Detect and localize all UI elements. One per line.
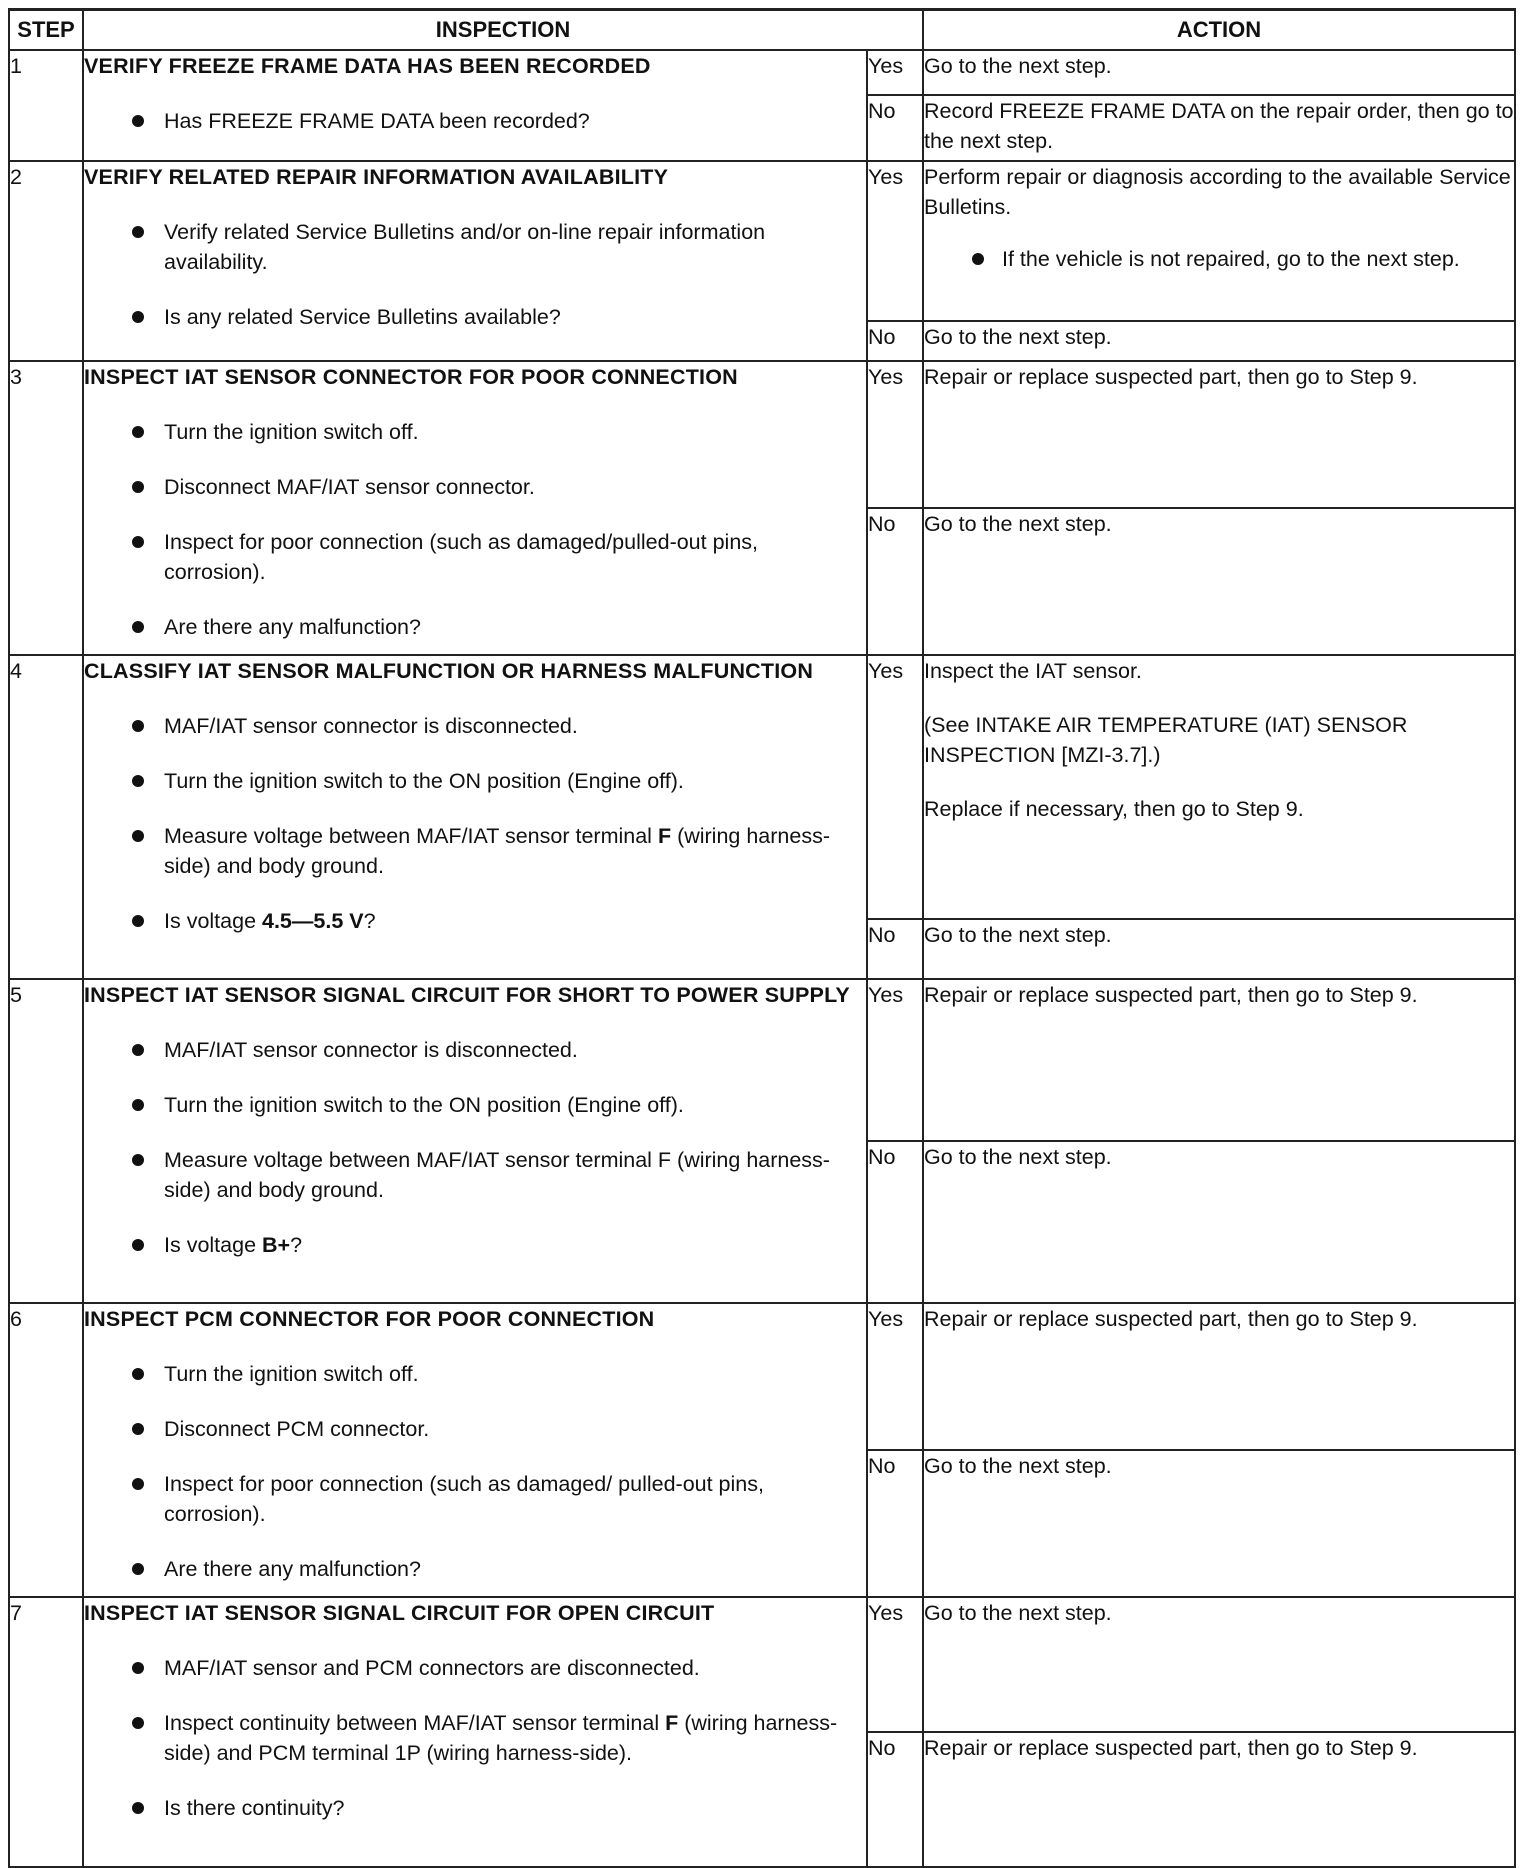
inspection-bullet: Verify related Service Bulletins and/or on-line repair information availability. <box>84 217 866 277</box>
yes-label: Yes <box>867 50 923 95</box>
inspection-cell <box>83 161 867 361</box>
yes-action <box>923 50 1515 95</box>
action-text: Record FREEZE FRAME DATA on the repair order, then go to the next step. <box>924 99 1514 153</box>
action-text: Inspect the IAT sensor. <box>924 659 1142 683</box>
yes-label: Yes <box>867 979 923 1141</box>
inspection-title: INSPECT IAT SENSOR SIGNAL CIRCUIT FOR OPEN CIRCUIT <box>84 1601 715 1625</box>
inspection-bullet: Turn the ignition switch off. <box>84 417 866 447</box>
diagnostic-procedure-table <box>8 8 1516 1868</box>
inspection-bullet: Turn the ignition switch to the ON position (Engine off). <box>84 766 866 796</box>
inspection-title: INSPECT IAT SENSOR CONNECTOR FOR POOR CONNECTION <box>84 365 738 389</box>
action-text: Repair or replace suspected part, then go to Step 9. <box>924 365 1418 389</box>
action-text: Go to the next step. <box>924 1454 1112 1478</box>
yes-action <box>923 1303 1515 1450</box>
table-row <box>9 361 1515 508</box>
action-text: Repair or replace suspected part, then go to Step 9. <box>924 1307 1418 1331</box>
inspection-bullet: Are there any malfunction? <box>84 1554 866 1584</box>
action-text: Go to the next step. <box>924 1145 1112 1169</box>
step-number: 1 <box>9 50 83 161</box>
inspection-title: VERIFY RELATED REPAIR INFORMATION AVAILABILITY <box>84 165 669 189</box>
yes-action <box>923 161 1515 321</box>
no-label: No <box>867 1141 923 1303</box>
no-action <box>923 1450 1515 1597</box>
step-number: 2 <box>9 161 83 361</box>
inspection-title: INSPECT PCM CONNECTOR FOR POOR CONNECTION <box>84 1307 655 1331</box>
step-number: 7 <box>9 1597 83 1867</box>
inspection-bullet <box>84 906 866 936</box>
inspection-title: CLASSIFY IAT SENSOR MALFUNCTION OR HARNESS MALFUNCTION <box>84 659 814 683</box>
yes-action <box>923 655 1515 919</box>
inspection-cell <box>83 979 867 1303</box>
voltage-value: B+ <box>262 1233 291 1257</box>
inspection-bullet: Is there continuity? <box>84 1793 866 1823</box>
yes-action <box>923 979 1515 1141</box>
no-label: No <box>867 508 923 655</box>
action-reference: (See INTAKE AIR TEMPERATURE (IAT) SENSOR INSPECTION [MZI-3.7].) <box>924 713 1408 767</box>
table-row <box>9 1597 1515 1732</box>
inspection-bullet: Turn the ignition switch off. <box>84 1359 866 1389</box>
inspection-bullet: Are there any malfunction? <box>84 612 866 642</box>
action-text: Repair or replace suspected part, then go to Step 9. <box>924 1736 1418 1760</box>
action-text: Go to the next step. <box>924 1601 1112 1625</box>
inspection-bullet: Measure voltage between MAF/IAT sensor terminal F (wiring harness-side) and body ground. <box>84 1145 866 1205</box>
inspection-cell <box>83 1597 867 1867</box>
table-row <box>9 1303 1515 1450</box>
no-action <box>923 919 1515 979</box>
inspection-cell <box>83 1303 867 1597</box>
table-header-row <box>9 10 1515 51</box>
inspection-cell <box>83 655 867 979</box>
bullet-text: (wiring harness-side) and body ground. <box>164 824 830 878</box>
yes-label: Yes <box>867 161 923 321</box>
action-text: Perform repair or diagnosis according to the available Service Bulletins. <box>924 165 1511 219</box>
inspection-bullet: Turn the ignition switch to the ON position (Engine off). <box>84 1090 866 1120</box>
inspection-cell <box>83 50 867 161</box>
action-text: Repair or replace suspected part, then go to Step 9. <box>924 983 1418 1007</box>
bullet-text: Inspect continuity between MAF/IAT sensor terminal <box>164 1711 666 1735</box>
voltage-value: 4.5—5.5 V <box>262 909 364 933</box>
inspection-bullet: MAF/IAT sensor and PCM connectors are disconnected. <box>84 1653 866 1683</box>
yes-action <box>923 361 1515 508</box>
action-text: Go to the next step. <box>924 54 1112 78</box>
bullet-text: Is voltage <box>164 909 262 933</box>
bullet-text: (wiring harness-side) and PCM terminal 1P (wiring harness-side). <box>164 1711 838 1765</box>
no-action <box>923 95 1515 161</box>
step-number: 3 <box>9 361 83 655</box>
table-row <box>9 50 1515 95</box>
step-number: 5 <box>9 979 83 1303</box>
inspection-bullet: MAF/IAT sensor connector is disconnected. <box>84 1035 866 1065</box>
yes-label: Yes <box>867 655 923 919</box>
inspection-title: INSPECT IAT SENSOR SIGNAL CIRCUIT FOR SHORT TO POWER SUPPLY <box>84 983 850 1007</box>
no-label: No <box>867 919 923 979</box>
inspection-bullet: Inspect for poor connection (such as damaged/ pulled-out pins, corrosion). <box>84 1469 866 1529</box>
table-row <box>9 979 1515 1141</box>
action-column-header: ACTION <box>923 10 1515 51</box>
inspection-bullet: Inspect for poor connection (such as damaged/pulled-out pins, corrosion). <box>84 527 866 587</box>
yes-label: Yes <box>867 1597 923 1732</box>
table-row <box>9 655 1515 919</box>
inspection-bullet <box>84 821 866 881</box>
action-text: Replace if necessary, then go to Step 9. <box>924 797 1304 821</box>
no-label: No <box>867 321 923 361</box>
inspection-bullet <box>84 1708 866 1768</box>
yes-label: Yes <box>867 1303 923 1450</box>
no-label: No <box>867 1732 923 1867</box>
no-label: No <box>867 95 923 161</box>
action-text: Go to the next step. <box>924 923 1112 947</box>
action-text: Go to the next step. <box>924 325 1112 349</box>
no-action <box>923 321 1515 361</box>
step-number: 6 <box>9 1303 83 1597</box>
bullet-text: Is voltage <box>164 1233 262 1257</box>
action-sub-bullet: If the vehicle is not repaired, go to the next step. <box>924 244 1514 274</box>
inspection-bullet: Disconnect MAF/IAT sensor connector. <box>84 472 866 502</box>
inspection-title: VERIFY FREEZE FRAME DATA HAS BEEN RECORDED <box>84 54 651 78</box>
inspection-bullet <box>84 1230 866 1260</box>
bullet-text: Measure voltage between MAF/IAT sensor terminal <box>164 824 658 848</box>
step-number: 4 <box>9 655 83 979</box>
inspection-bullet: MAF/IAT sensor connector is disconnected. <box>84 711 866 741</box>
terminal-value: F <box>657 824 672 848</box>
table-row <box>9 161 1515 321</box>
no-action <box>923 1732 1515 1867</box>
no-action <box>923 1141 1515 1303</box>
bullet-text: ? <box>363 909 376 933</box>
action-text: Go to the next step. <box>924 512 1112 536</box>
step-column-header: STEP <box>9 10 83 51</box>
inspection-column-header: INSPECTION <box>83 10 923 51</box>
yes-label: Yes <box>867 361 923 508</box>
inspection-bullet: Disconnect PCM connector. <box>84 1414 866 1444</box>
no-label: No <box>867 1450 923 1597</box>
yes-action <box>923 1597 1515 1732</box>
inspection-bullet: Has FREEZE FRAME DATA been recorded? <box>84 106 866 136</box>
bullet-text: ? <box>290 1233 303 1257</box>
inspection-cell <box>83 361 867 655</box>
no-action <box>923 508 1515 655</box>
inspection-bullet: Is any related Service Bulletins available? <box>84 302 866 332</box>
terminal-value: F <box>665 1711 679 1735</box>
